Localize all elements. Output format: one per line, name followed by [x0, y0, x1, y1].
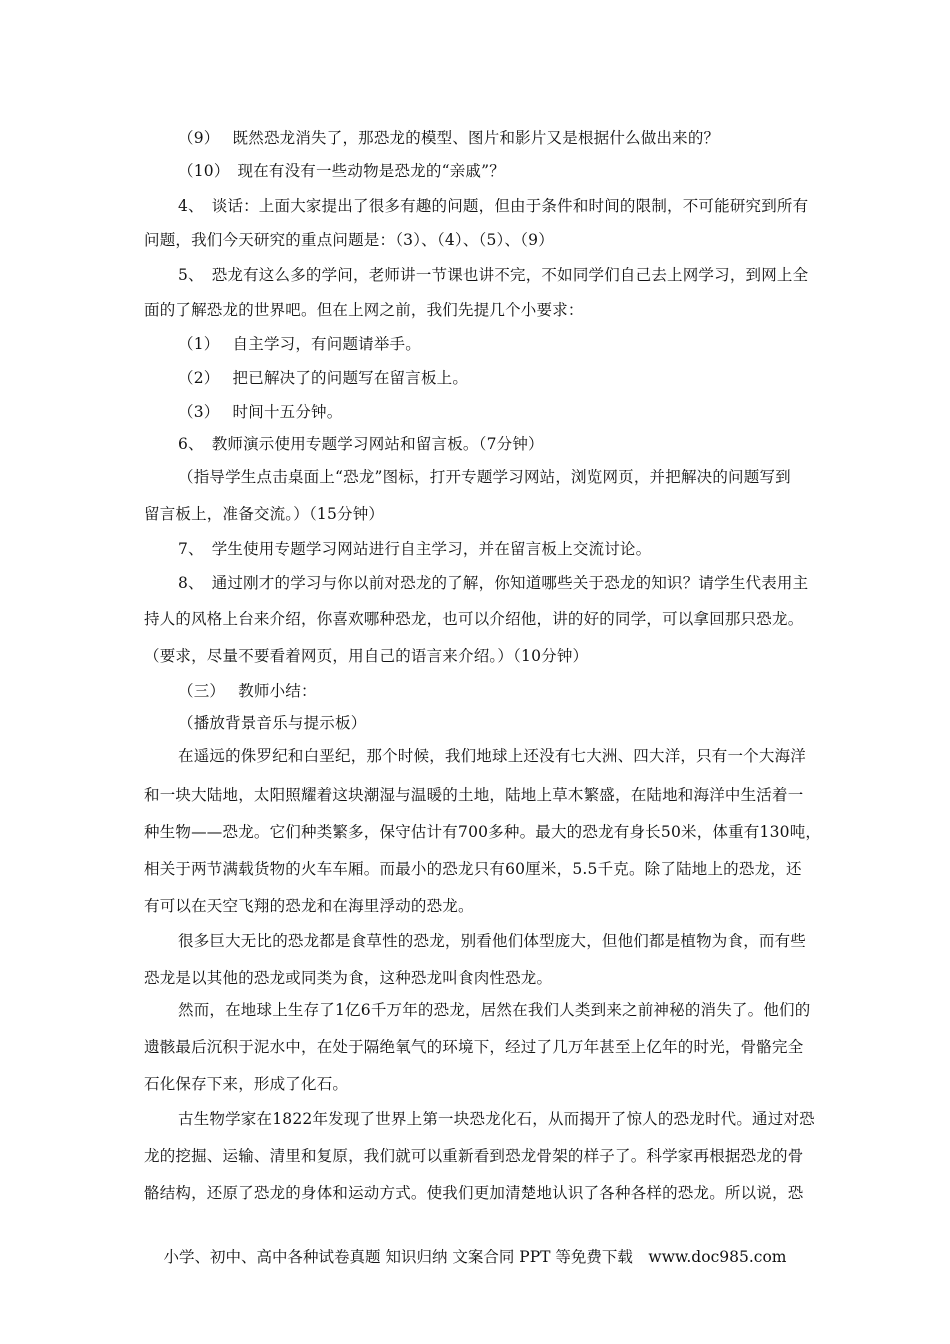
step-5-line-1: 5、 恐龙有这么多的学问，老师讲一节课也讲不完，不如同学们自己去上网学习，到网上全 — [178, 266, 809, 284]
para-2-line-1: 很多巨大无比的恐龙都是食草性的恐龙，别看他们体型庞大，但他们都是植物为食，而有些 — [178, 932, 807, 950]
question-10: （10） 现在有没有一些动物是恐龙的“亲戚”？ — [178, 162, 505, 180]
para-1-line-4: 相关于两节满载货物的火车车厢。而最小的恐龙只有60厘米，5.5千克。除了陆地上的恐龙，还 — [144, 860, 802, 878]
para-1-line-2: 和一块大陆地，太阳照耀着这块潮湿与温暖的土地，陆地上草木繁盛，在陆地和海洋中生活着一 — [144, 786, 804, 804]
step-8-line-1: 8、 通过刚才的学习与你以前对恐龙的了解，你知道哪些关于恐龙的知识？请学生代表用主 — [178, 574, 809, 592]
para-1-line-3: 种生物——恐龙。它们种类繁多，保守估计有700多种。最大的恐龙有身长50米，体重有130吨， — [144, 823, 822, 841]
para-4-line-2: 龙的挖掘、运输、清里和复原，我们就可以重新看到恐龙骨架的样子了。科学家再根据恐龙的骨 — [144, 1147, 804, 1165]
step-8-line-3: （要求，尽量不要看着网页，用自己的语言来介绍。）（10分钟） — [144, 647, 589, 665]
para-2-line-2: 恐龙是以其他的恐龙或同类为食，这种恐龙叫食肉性恐龙。 — [144, 969, 553, 987]
para-4-line-1: 古生物学家在1822年发现了世界上第一块恐龙化石，从而揭开了惊人的恐龙时代。通过对恐 — [178, 1110, 815, 1128]
para-4-line-3: 骼结构，还原了恐龙的身体和运动方式。使我们更加清楚地认识了各种各样的恐龙。所以说，恐 — [144, 1184, 804, 1202]
step-6-note-line-2: 留言板上，准备交流。）（15分钟） — [144, 505, 385, 523]
question-9: （9） 既然恐龙消失了，那恐龙的模型、图片和影片又是根据什么做出来的？ — [178, 129, 720, 147]
requirement-3: （3） 时间十五分钟。 — [178, 403, 343, 421]
music-note: （播放背景音乐与提示板） — [178, 714, 367, 732]
step-7: 7、 学生使用专题学习网站进行自主学习，并在留言板上交流讨论。 — [178, 540, 652, 558]
step-5-line-2: 面的了解恐龙的世界吧。但在上网之前，我们先提几个小要求： — [144, 301, 584, 319]
step-6-note-line-1: （指导学生点击桌面上“恐龙”图标，打开专题学习网站，浏览网页，并把解决的问题写到 — [178, 468, 791, 486]
para-3-line-2: 遗骸最后沉积于泥水中，在处于隔绝氧气的环境下，经过了几万年甚至上亿年的时光，骨骼完全 — [144, 1038, 804, 1056]
para-1-line-1: 在遥远的侏罗纪和白垩纪，那个时候，我们地球上还没有七大洲、四大洋，只有一个大海洋 — [178, 747, 807, 765]
step-8-line-2: 持人的风格上台来介绍，你喜欢哪种恐龙，也可以介绍他，讲的好的同学，可以拿回那只恐龙。 — [144, 610, 804, 628]
step-4-line-2: 问题，我们今天研究的重点问题是：（3）、（4）、（5）、（9） — [144, 231, 554, 249]
section-3-heading: （三） 教师小结： — [178, 682, 317, 700]
requirement-1: （1） 自主学习，有问题请举手。 — [178, 335, 421, 353]
para-3-line-1: 然而，在地球上生存了1亿6千万年的恐龙，居然在我们人类到来之前神秘的消失了。他们的 — [178, 1001, 811, 1019]
para-1-line-5: 有可以在天空飞翔的恐龙和在海里浮动的恐龙。 — [144, 897, 474, 915]
para-3-line-3: 石化保存下来，形成了化石。 — [144, 1075, 349, 1093]
step-6: 6、 教师演示使用专题学习网站和留言板。（7分钟） — [178, 435, 544, 453]
step-4-line-1: 4、 谈话：上面大家提出了很多有趣的问题，但由于条件和时间的限制，不可能研究到所有 — [178, 197, 809, 215]
page-footer: 小学、初中、高中各种试卷真题 知识归纳 文案合同 PPT 等免费下载 www.doc985.com — [163, 1248, 787, 1266]
requirement-2: （2） 把已解决了的问题写在留言板上。 — [178, 369, 469, 387]
